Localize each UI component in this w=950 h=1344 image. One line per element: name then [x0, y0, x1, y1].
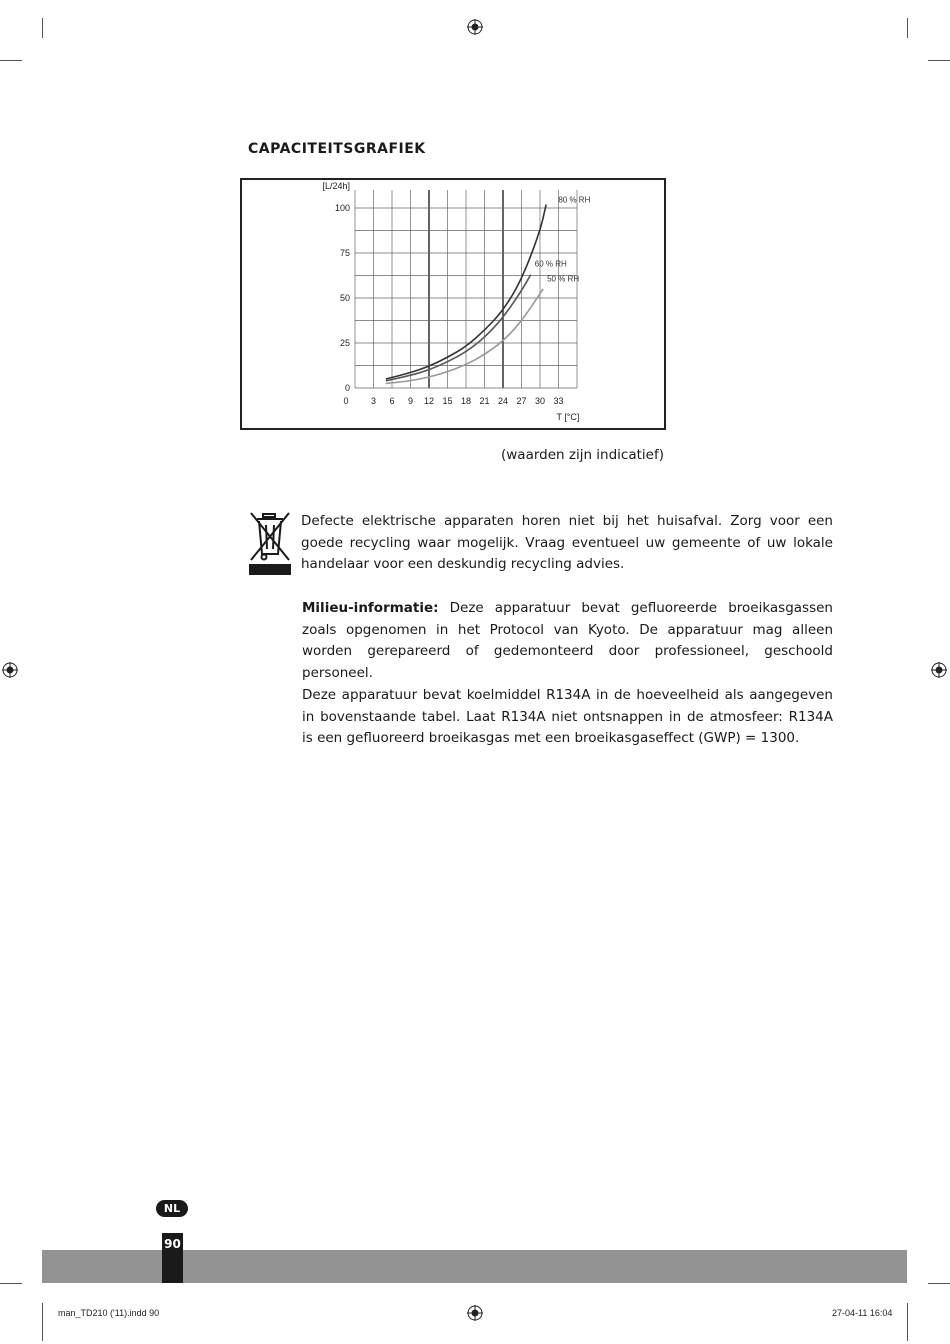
x-tick-label: 6 [389, 396, 395, 406]
capacity-chart [240, 178, 666, 430]
crossed-out-wheelie-bin-icon [248, 510, 292, 576]
y-tick-label: 25 [339, 338, 350, 348]
refrigerant-info-text: Deze apparatuur bevat koelmiddel R134A in de hoeveelheid als aangegeven in bovenstaande tabel. Laat R134A niet ontsnappen in de atmosfeer: R134A is een gefluoreerd broeikasgas met een broeikasgaseffect (GWP) = 1300. [302, 687, 833, 747]
crop-mark [928, 60, 950, 61]
crop-mark [928, 1283, 950, 1284]
section-title: CAPACITEITSGRAFIEK [248, 141, 426, 157]
series-line [386, 289, 543, 384]
registration-mark-icon [467, 1305, 483, 1321]
y-tick-label: 75 [339, 248, 350, 258]
environment-info-paragraph [302, 598, 833, 685]
registration-mark-icon [467, 19, 483, 35]
y-tick-label: 0 [344, 383, 350, 393]
x-tick-label: 33 [553, 396, 564, 406]
page-number: 90 [162, 1233, 183, 1283]
x-tick-label: 3 [370, 396, 377, 406]
y-axis-label: [L/24h] [322, 181, 350, 191]
x-tick-label: 12 [423, 396, 435, 406]
x-tick-label: 21 [479, 396, 490, 406]
y-tick-label: 100 [334, 203, 350, 213]
x-axis-label: T [°C] [556, 412, 580, 422]
crop-mark [907, 18, 908, 38]
registration-mark-icon [2, 662, 18, 678]
series-line [386, 275, 531, 381]
chart-note: (waarden zijn indicatief) [500, 447, 664, 463]
series-label: 60 % RH [534, 259, 567, 269]
environment-info-label: Milieu-informatie: [302, 600, 439, 616]
x-tick-label: 15 [442, 396, 453, 406]
slug-filename: man_TD210 ('11).indd 90 [58, 1308, 160, 1318]
x-tick-label: 27 [516, 396, 527, 406]
language-badge: NL [156, 1200, 188, 1217]
series-label: 80 % RH [558, 195, 591, 205]
x-tick-label: 24 [497, 396, 509, 406]
y-tick-label: 50 [339, 293, 350, 303]
x-tick-label: 9 [407, 396, 414, 406]
slug-datetime: 27-04-11 16:04 [832, 1308, 893, 1318]
crop-mark [0, 1283, 22, 1284]
crop-mark [42, 1303, 43, 1341]
x-tick-label: 30 [534, 396, 546, 406]
x-tick-label: 0 [343, 396, 349, 406]
crop-mark [0, 60, 22, 61]
weee-disposal-text: Defecte elektrische apparaten horen niet bij het huisafval. Zorg voor een goede recycling waar mogelijk. Vraag eventueel uw gemeente of uw lokale handelaar voor een deskundig recycling advies. [301, 513, 833, 573]
series-label: 50 % RH [547, 274, 580, 284]
environment-info-text: Deze apparatuur bevat gefluoreerde broeikasgassen zoals opgenomen in het Protocol van Kyoto. De apparatuur mag alleen worden gerepareerd of gedemonteerd door professioneel, geschoold personeel. [302, 600, 833, 682]
crop-mark [907, 1303, 908, 1341]
x-tick-label: 18 [460, 396, 472, 406]
registration-mark-icon [931, 662, 947, 678]
crop-mark [42, 18, 43, 38]
